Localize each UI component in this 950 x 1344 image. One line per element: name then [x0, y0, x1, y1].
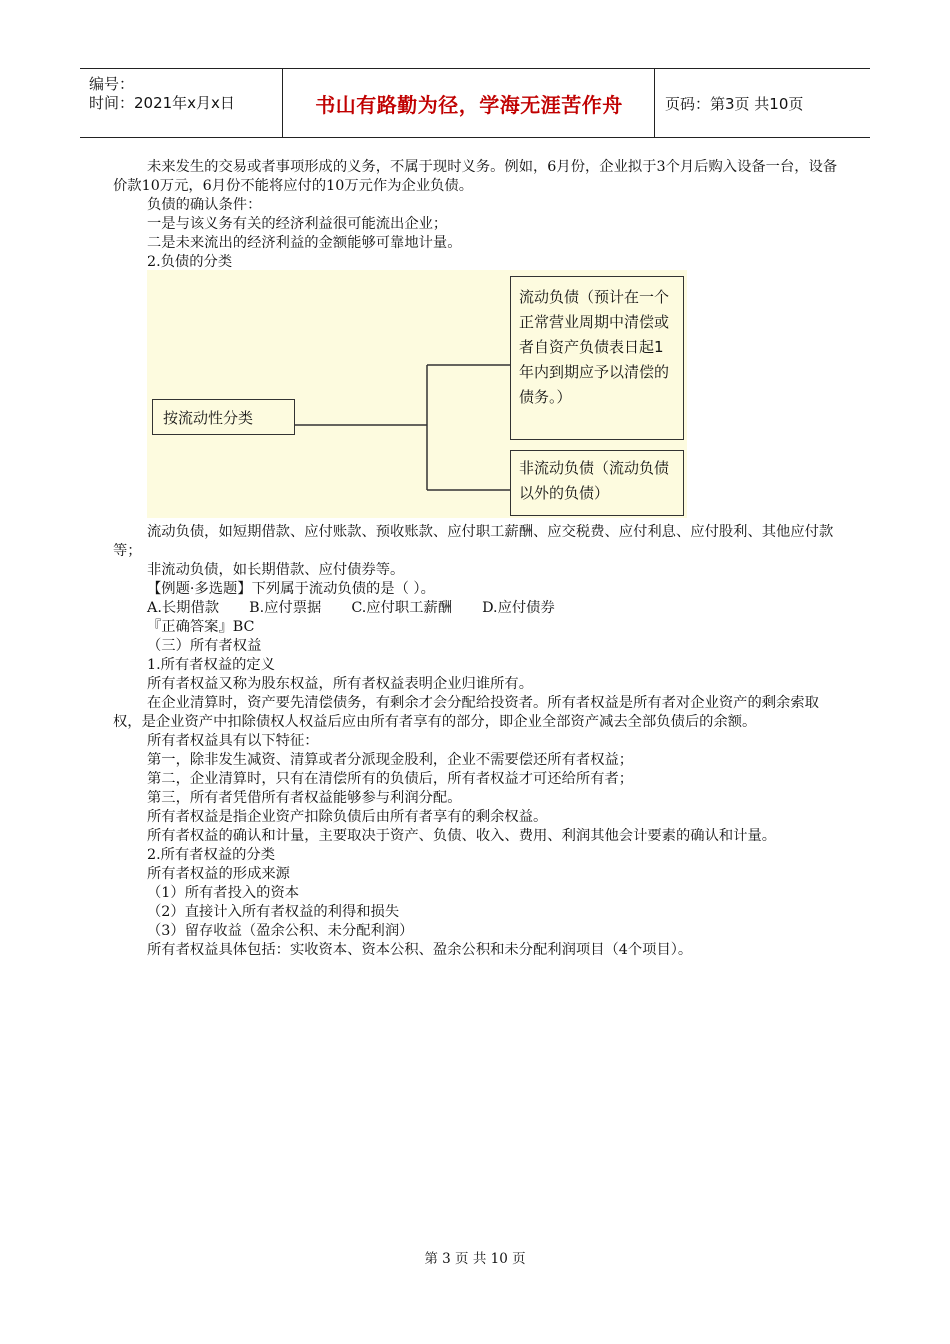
paragraph: 所有者权益的形成来源	[147, 866, 290, 882]
diagram-current-liabilities-box: 流动负债（预计在一个正常营业周期中清偿或者自资产负债表日起1年内到期应予以清偿的债务。）	[510, 276, 684, 440]
diagram-noncurrent-liabilities-box: 非流动负债（流动负债以外的负债）	[510, 450, 684, 516]
list-item: （2）直接计入所有者权益的利得和损失	[147, 904, 400, 920]
paragraph: 所有者权益具体包括：实收资本、资本公积、盈余公积和未分配利润项目（4个项目）。	[147, 942, 693, 958]
paragraph: 所有者权益是指企业资产扣除负债后由所有者享有的剩余权益。	[147, 809, 548, 825]
header-number: 编号：	[89, 75, 135, 93]
list-item: （3）留存收益（盈余公积、未分配利润）	[147, 923, 414, 939]
option-b: B.应付票据	[249, 600, 322, 616]
section-liability-recognition	[113, 158, 838, 272]
header-left	[89, 75, 279, 113]
header-divider-right	[654, 69, 655, 137]
header-motto: 书山有路勤为径，学海无涯苦作舟	[315, 92, 623, 117]
page-header	[80, 68, 870, 138]
paragraph: 所有者权益具有以下特征：	[147, 733, 319, 749]
subheading: 1.所有者权益的定义	[147, 657, 276, 673]
subheading: 2.所有者权益的分类	[147, 847, 276, 863]
paragraph: 第三，所有者凭借所有者权益能够参与利润分配。	[147, 790, 462, 806]
subheading: 2.负债的分类	[147, 254, 233, 270]
option-c: C.应付职工薪酬	[351, 600, 453, 616]
page-footer: 第 3 页 共 10 页	[424, 1251, 526, 1267]
example-options	[113, 599, 838, 618]
header-page-info: 页码：第3页 共10页	[665, 94, 804, 113]
paragraph: 所有者权益又称为股东权益，所有者权益表明企业归谁所有。	[147, 676, 534, 692]
paragraph: 所有者权益的确认和计量，主要取决于资产、负债、收入、费用、利润其他会计要素的确认和计量。	[147, 828, 777, 844]
paragraph: 第一，除非发生减资、清算或者分派现金股利，企业不需要偿还所有者权益；	[147, 752, 634, 768]
section-heading: （三）所有者权益	[147, 638, 262, 654]
answer: 『正确答案』BC	[147, 619, 255, 635]
section-equity	[113, 523, 838, 960]
list-item: （1）所有者投入的资本	[147, 885, 300, 901]
paragraph: 一是与该义务有关的经济利益很可能流出企业；	[147, 216, 448, 232]
example-question: 【例题·多选题】下列属于流动负债的是（ ）。	[147, 581, 435, 597]
diagram-root-box: 按流动性分类	[152, 399, 295, 435]
option-a: A.长期借款	[147, 600, 220, 616]
liability-classification-diagram	[147, 270, 687, 518]
header-divider-left	[282, 69, 283, 137]
paragraph: 未来发生的交易或者事项形成的义务，不属于现时义务。例如，6月份，企业拟于3个月后购入设备一台，设备价款10万元，6月份不能将应付的10万元作为企业负债。	[113, 159, 838, 194]
option-d: D.应付债券	[482, 600, 555, 616]
paragraph: 负债的确认条件：	[147, 197, 262, 213]
paragraph: 非流动负债，如长期借款、应付债券等。	[147, 562, 405, 578]
paragraph: 第二，企业清算时，只有在清偿所有的负债后，所有者权益才可还给所有者；	[147, 771, 634, 787]
header-time: 时间：2021年x月x日	[89, 94, 235, 112]
paragraph: 流动负债，如短期借款、应付账款、预收账款、应付职工薪酬、应交税费、应付利息、应付股利、其他应付款等；	[113, 524, 834, 559]
paragraph: 二是未来流出的经济利益的金额能够可靠地计量。	[147, 235, 462, 251]
paragraph: 在企业清算时，资产要先清偿债务，有剩余才会分配给投资者。所有者权益是所有者对企业资产的剩余索取权，是企业资产中扣除债权人权益后应由所有者享有的部分，即企业全部资产减去全部负债后的余额。	[113, 695, 819, 730]
